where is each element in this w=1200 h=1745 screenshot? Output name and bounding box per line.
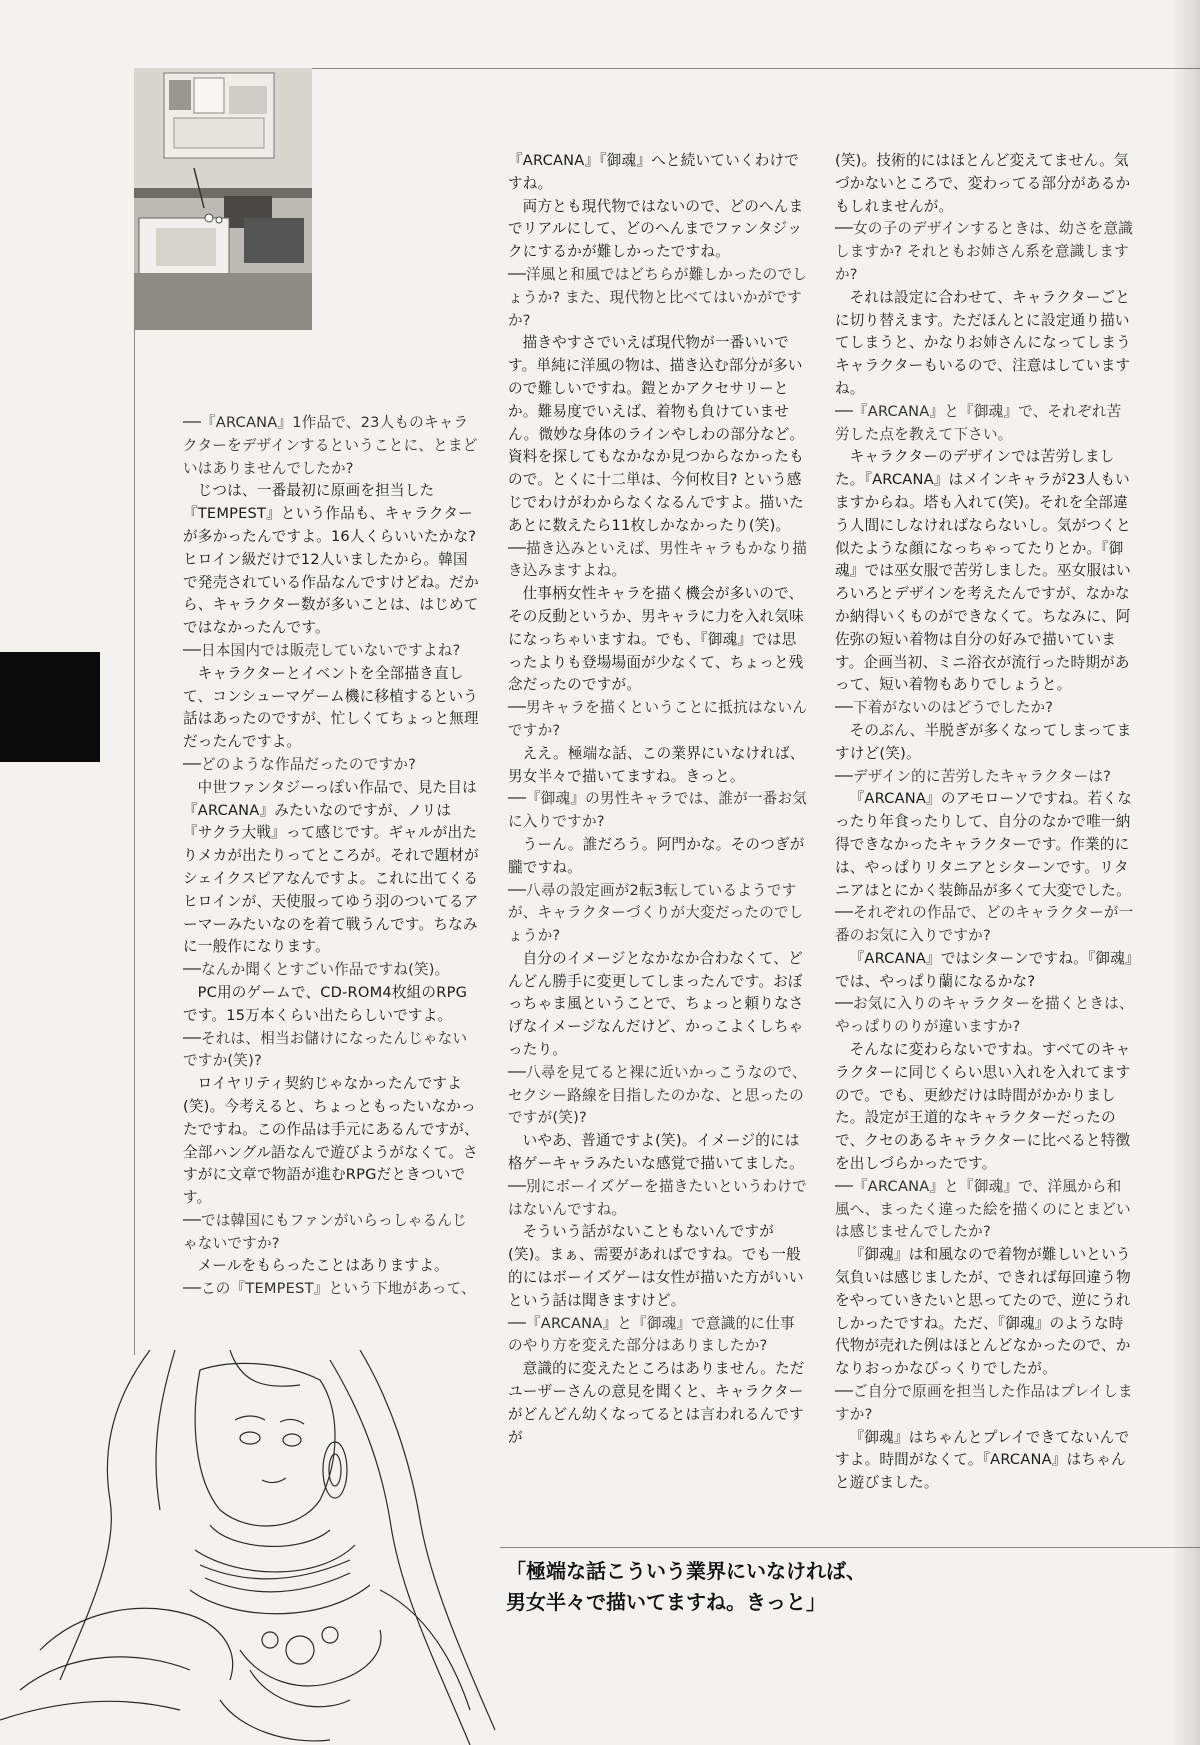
interview-answer: 『ARCANA』『御魂』へと続いていくわけですね。	[508, 152, 800, 192]
interview-answer: うーん。誰だろう。阿門かな。そのつぎが朧ですね。	[508, 835, 805, 876]
interview-question: ──男キャラを描くということに抵抗はないんですか?	[508, 699, 808, 739]
interview-question: ──ご自分で原画を担当した作品はプレイしますか?	[835, 1383, 1133, 1423]
pull-quote-line-1: 「極端な話こういう業界にいなければ、	[506, 1559, 866, 1583]
interview-question: ──なんか聞くとすごい作品ですね(笑)。	[183, 961, 450, 979]
interview-answer: ええ。極端な話、この業界にいなければ、男女半々で描いてますね。きっと。	[508, 744, 805, 785]
bottom-rule	[500, 1547, 1200, 1548]
interview-question: ──では韓国にもファンがいらっしゃるんじゃないですか?	[183, 1211, 467, 1252]
interview-answer: メールをもらったことはありますよ。	[197, 1257, 449, 1275]
interview-question: ──『ARCANA』と『御魂』で意識的に仕事のやり方を変えた部分はありましたか?	[508, 1314, 795, 1355]
interview-answer: そのぶん、半脱ぎが多くなってしまってますけど(笑)。	[835, 721, 1132, 762]
interview-question: ──別にボーイズゲーを描きたいというわけではないんですね。	[508, 1177, 807, 1218]
interview-answer: 『御魂』は和風なので着物が難しいという気負いは感じましたが、できれば毎回違う物をやっていきたいと思ってたので、逆にうれしかったですね。ただ、『御魂』のような時代物が売れた例はほとんどなかったので、かなりおっかなびっくりでしたが。	[835, 1246, 1131, 1378]
interview-answer: そういう話がないこともないんですが(笑)。まぁ、需要があればですね。でも一般的にはボーイズゲーは女性が描いた方がいいという話は聞きますけど。	[508, 1223, 804, 1309]
interview-question: ──描き込みといえば、男性キャラもかなり描き込みますよね。	[508, 539, 808, 580]
page-edge-shadow	[1172, 0, 1200, 1745]
interview-answer: いやあ、普通ですよ(笑)。イメージ的には格ゲーキャラみたいな感覚で描いてました。	[508, 1132, 804, 1173]
interview-question: ──お気に入りのキャラクターを描くときは、やっぱりのりが違いますか?	[835, 995, 1134, 1036]
interview-answer: キャラクターとイベントを全部描き直して、コンシューマゲーム機に移植するという話はあったのですが、忙しくてちょっと無理だったんですよ。	[183, 664, 479, 751]
black-index-tab	[0, 652, 100, 762]
interview-question: ──日本国内では販売していないですよね?	[183, 641, 461, 659]
interview-question: ──デザイン的に苦労したキャラクターは?	[835, 767, 1112, 785]
pull-quote	[506, 1556, 1146, 1618]
interview-answer: 意識的に変えたところはありません。ただユーザーさんの意見を聞くと、キャラクターがどんどん幼くなってるとは言われるんですが	[508, 1360, 805, 1446]
interview-answer: 自分のイメージとなかなか合わなくて、どんどん勝手に変更してしまったんです。おぼっちゃま風ということで、ちょっと頼りなさげなイメージなんだけど、かっこよくしちゃったり。	[508, 949, 804, 1059]
interview-question: ──『ARCANA』と『御魂』で、それぞれ苦労した点を教えて下さい。	[835, 402, 1122, 443]
interview-question: ──それは、相当お儲けになったんじゃないですか(笑)?	[183, 1029, 468, 1070]
interview-answer: 両方とも現代物ではないので、どのへんまでリアルにして、どのへんまでファンタジックにするかが難しかったですね。	[508, 197, 804, 261]
interview-question: ──どのような作品だったのですか?	[183, 755, 417, 773]
interview-answer: それは設定に合わせて、キャラクターごとに切り替えます。ただほんとに設定通り描いてしまうと、かなりお姉さんになってしまうキャラクターもいるので、注意はしていますね。	[835, 288, 1131, 397]
character-line-art	[0, 1350, 500, 1745]
left-rule	[134, 330, 135, 1355]
interview-answer: 『ARCANA』ではシターンですね。『御魂』では、やっぱり蘭になるかな?	[835, 949, 1133, 990]
interview-question: ──それぞれの作品で、どのキャラクターが一番のお気に入りですか?	[835, 904, 1134, 945]
interview-question: ──『ARCANA』1作品で、23人ものキャラクターをデザインするということに、とまどいはありませんでしたか?	[183, 414, 478, 477]
interview-question: ──八尋の設定画が2転3転しているようですが、キャラクターづくりが大変だったのでしょうか?	[508, 881, 804, 945]
interview-answer: そんなに変わらないですね。すべてのキャラクターに同じくらい思い入れを入れてますので。でも、更紗だけは時間がかかりました。設定が王道的なキャラクターだったので、クセのあるキャラクターに比べると特徴を出しづらかったです。	[835, 1041, 1131, 1173]
interview-question: ──この『TEMPEST』という下地があって、	[183, 1280, 476, 1298]
interview-answer: 『ARCANA』のアモローソですね。若くなったり年食ったりして、自分のなかで唯一納得できなかったキャラクターです。作業的には、やっぱりリタニアとシターンです。リタニアはとにかく装飾品が多くて大変でした。	[835, 790, 1133, 899]
text-column-3	[835, 150, 1135, 1495]
interview-question: ──『御魂』の男性キャラでは、誰が一番お気に入りですか?	[508, 790, 808, 831]
interview-answer: (笑)。技術的にはほとんど変えてません。気づかないところで、変わってる部分があるかもしれませんが。	[835, 152, 1131, 215]
interview-question: ──下着がないのはどうでしたか?	[835, 699, 1054, 717]
interview-question: ──『ARCANA』と『御魂』で、洋風から和風へ、まったく違った絵を描くのにとまどいは感じませんでしたか?	[835, 1177, 1131, 1241]
pull-quote-line-2: 男女半々で描いてますね。きっと」	[506, 1590, 826, 1614]
text-column-1	[183, 412, 479, 1301]
top-rule	[312, 68, 1200, 69]
studio-photo	[134, 68, 312, 330]
interview-answer: じつは、一番最初に原画を担当した『TEMPEST』という作品も、キャラクターが多かったんですよ。16人くらいいたかな? ヒロイン級だけで12人いましたから。韓国で発売されている作品なんですけどね。だから、キャラクター数が多いことは、はじめてではなかったんです。	[183, 482, 479, 637]
interview-question: ──洋風と和風ではどちらが難しかったのでしょうか? また、現代物と比べてはいかがですか?	[508, 265, 808, 329]
interview-question: ──女の子のデザインするときは、幼さを意識しますか? それともお姉さん系を意識しますか?	[835, 220, 1134, 283]
interview-answer: 中世ファンタジーっぽい作品で、見た目は『ARCANA』みたいなのですが、ノリは『サクラ大戦』って感じです。ギャルが出たりメカが出たりってところが。それで題材がシェイクスピアなんですよ。これに出てくるヒロインが、天使服ってゆう羽のついてるアーマーみたいなのを着て戦うんです。ちなみに一般作になります。	[183, 778, 479, 956]
interview-answer: ロイヤリティ契約じゃなかったんですよ(笑)。今考えると、ちょっともったいなかったですね。この作品は手元にあるんですが、全部ハングル語なんで遊びようがなくて。さすがに文章で物語が進むRPGだときついです。	[183, 1075, 479, 1207]
interview-answer: PC用のゲームで、CD-ROM4枚組のRPGです。15万本くらい出たらしいですよ。	[183, 983, 468, 1024]
interview-question: ──八尋を見てると裸に近いかっこうなので、セクシー路線を目指したのかな、と思ったのですが(笑)?	[508, 1063, 807, 1127]
interview-answer: キャラクターのデザインでは苦労しました。『ARCANA』はメインキャラが23人もいますからね。塔も入れて(笑)。それを全部違う人間にしなければならないし。気がつくと似たような顔になっちゃってたりとか。『御魂』では巫女服で苦労しました。巫女服はいろいろとデザインを考えたんですが、なかなか納得いくものができなくて。ちなみに、阿佐弥の短い着物は自分の好みで描いています。企画当初、ミニ浴衣が流行った時期があって、短い着物もありでしょうと。	[835, 448, 1131, 694]
interview-answer: 描きやすさでいえば現代物が一番いいです。単純に洋風の物は、描き込む部分が多いので難しいですね。鎧とかアクセサリーとか。難易度でいえば、着物も負けていません。微妙な身体のラインやしわの部分など。資料を探してもなかなか見つからなかったもので。とくに十二単は、今何枚目? という感じでわけがわからなくなるんですよ。描いたあとに数えたら11枚しかなかったり(笑)。	[508, 334, 805, 534]
text-column-2	[508, 150, 808, 1449]
interview-answer: 『御魂』はちゃんとプレイできてないんですよ。時間がなくて。『ARCANA』はちゃんと遊びました。	[835, 1428, 1130, 1492]
interview-answer: 仕事柄女性キャラを描く機会が多いので、その反動というか、男キャラに力を入れ気味になっちゃいますね。でも、『御魂』では思ったよりも登場場面が少なくて、ちょっと残念だったのですが。	[508, 585, 804, 694]
